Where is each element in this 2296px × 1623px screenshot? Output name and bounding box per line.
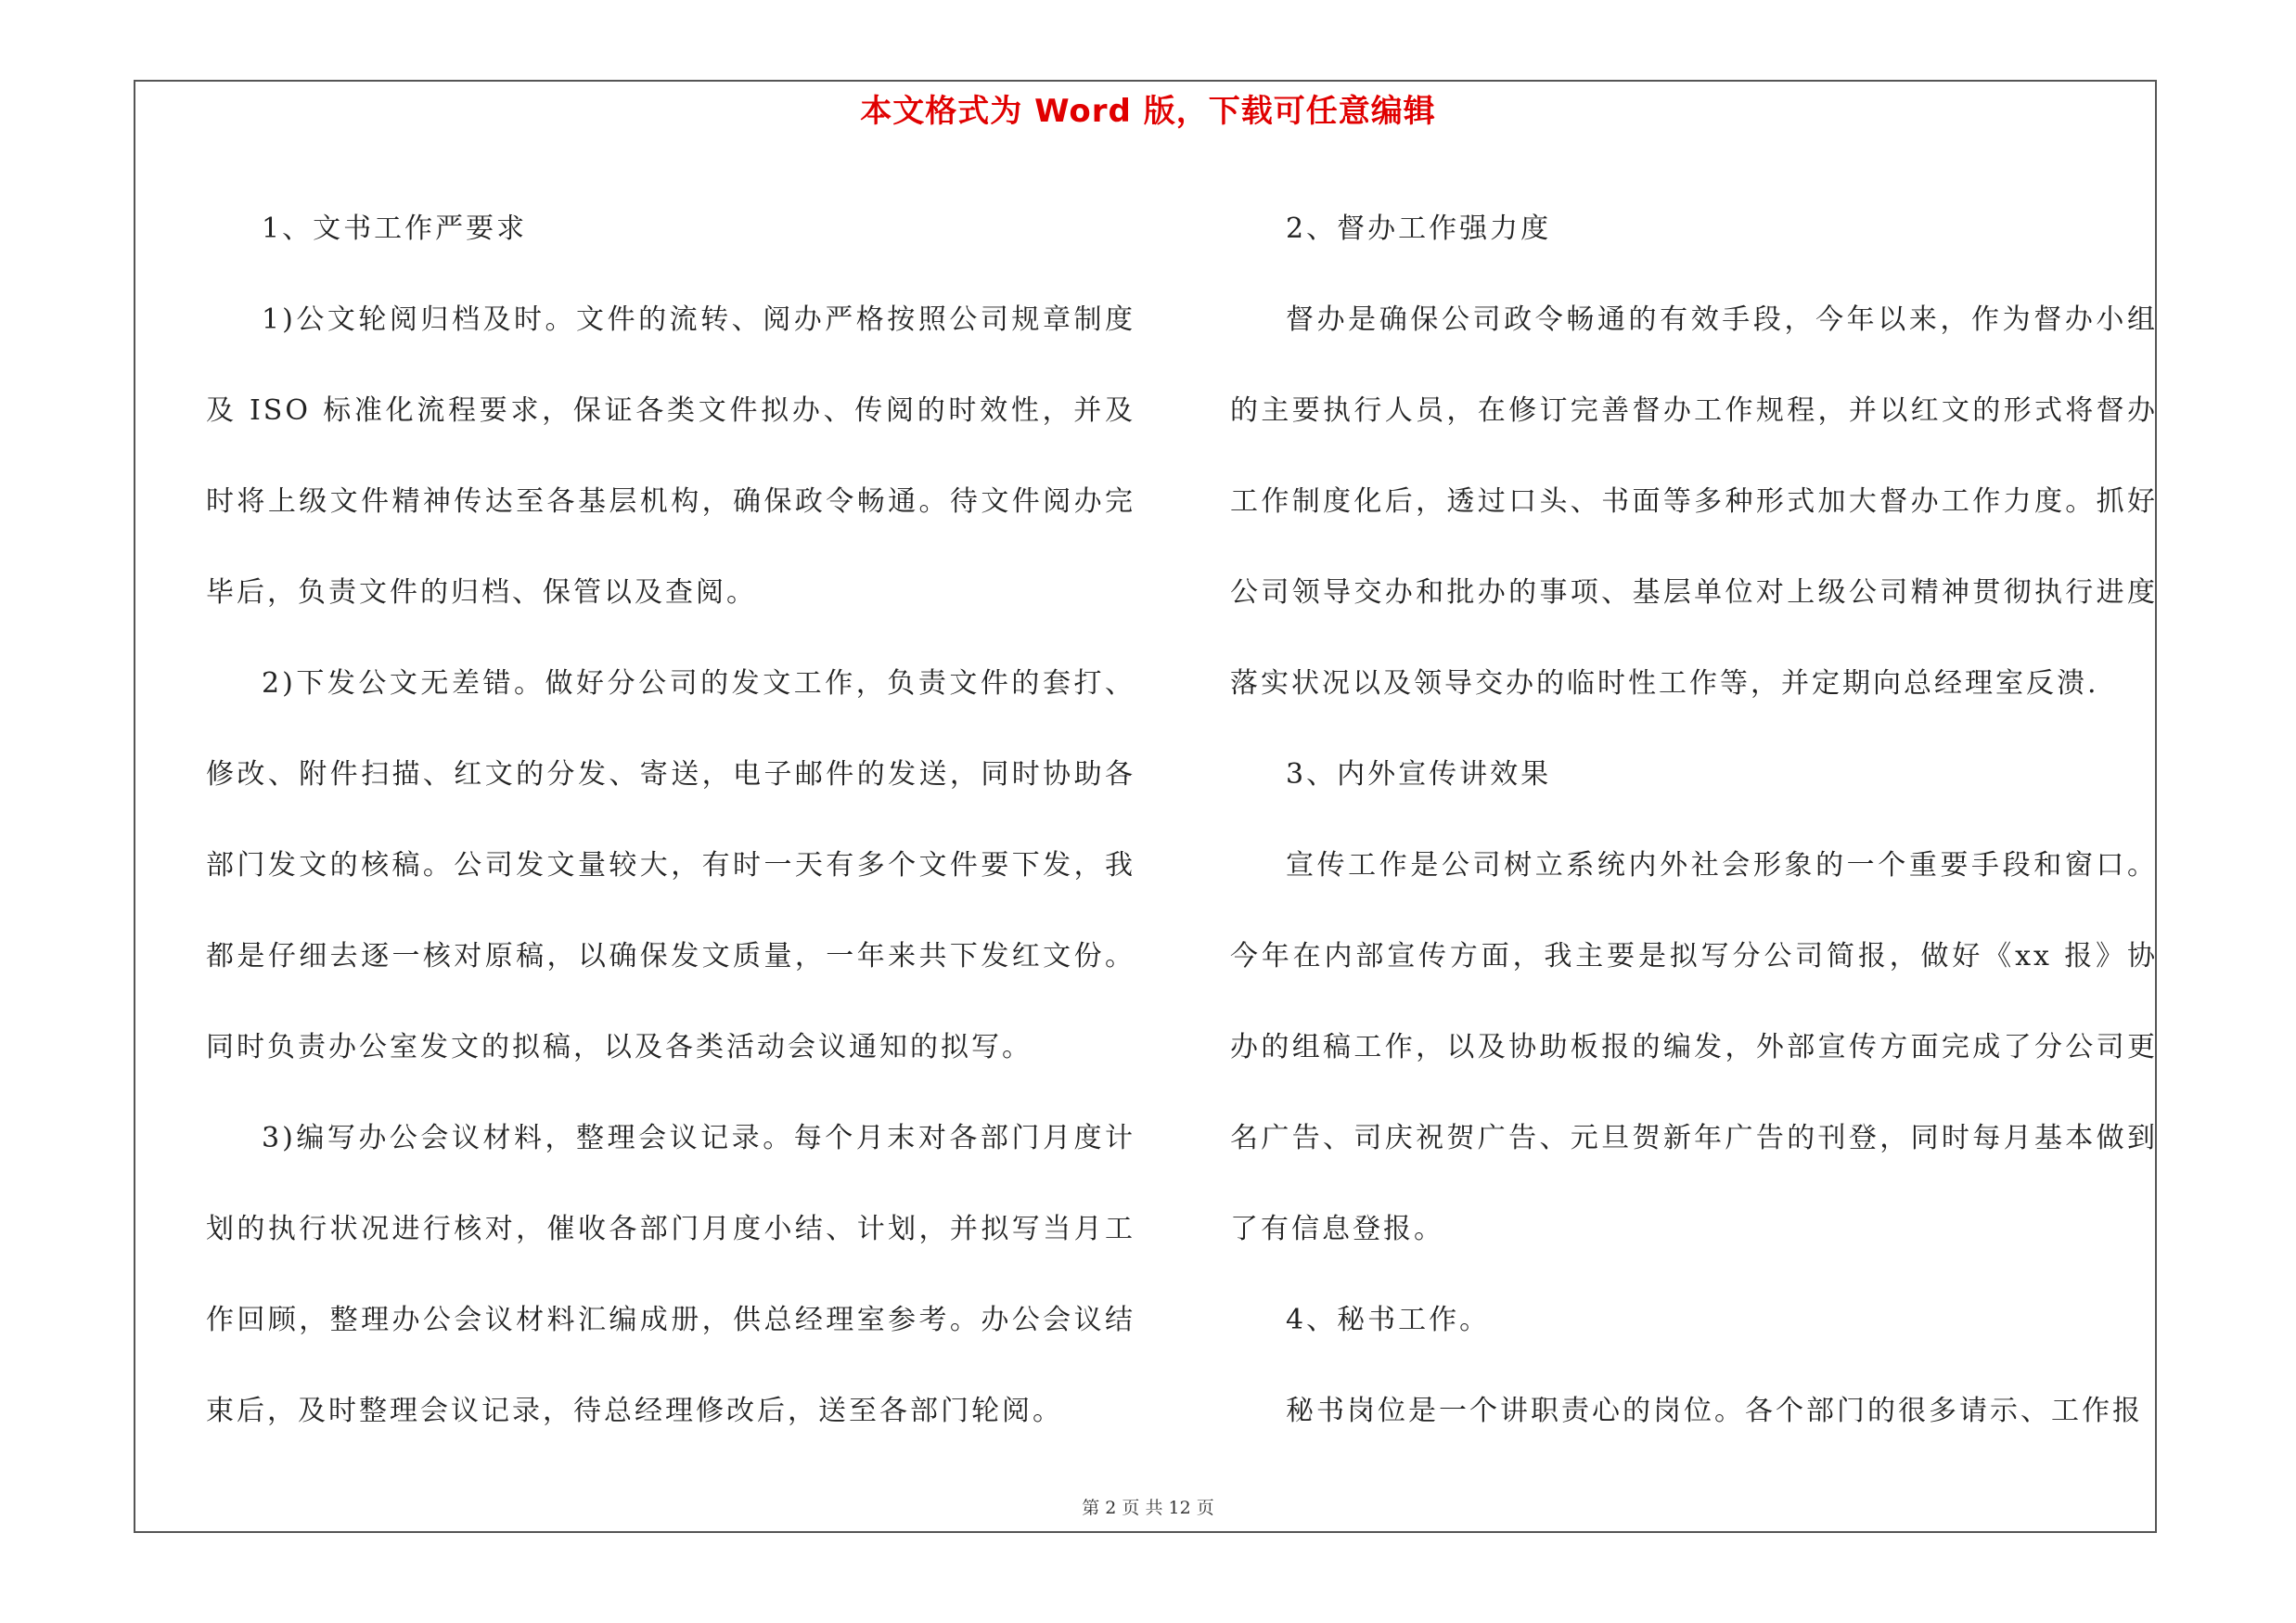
- paragraph-2: 2)下发公文无差错。做好分公司的发文工作，负责文件的套打、修改、附件扫描、红文的分发、寄送，电子邮件的发送，同时协助各部门发文的核稿。公司发文量较大，有时一天有多个文件要下发，我都是仔细去逐一核对原稿，以确保发文质量，一年来共下发红文份。同时负责办公室发文的拟稿，以及各类活动会议通知的拟写。: [206, 667, 1135, 1063]
- paragraph-3: 3)编写办公会议材料，整理会议记录。每个月末对各部门月度计划的执行状况进行核对，催收各部门月度小结、计划，并拟写当月工作回顾，整理办公会议材料汇编成册，供总经理室参考。办公会议结束后，及时整理会议记录，待总经理修改后，送至各部门轮阅。: [206, 1122, 1135, 1427]
- paragraph-1: 1)公文轮阅归档及时。文件的流转、阅办严格按照公司规章制度及 ISO 标准化流程要求，保证各类文件拟办、传阅的时效性，并及时将上级文件精神传达至各基层机构，确保政令畅通。待文件阅办完毕后，负责文件的归档、保管以及查阅。: [206, 303, 1135, 609]
- paragraph-4: 督办是确保公司政令畅通的有效手段，今年以来，作为督办小组的主要执行人员，在修订完善督办工作规程，并以红文的形式将督办工作制度化后，透过口头、书面等多种形式加大督办工作力度。抓好公司领导交办和批办的事项、基层单位对上级公司精神贯彻执行进度落实状况以及领导交办的临时性工作等，并定期向总经理室反溃.: [1230, 303, 2158, 700]
- left-column: [206, 184, 1135, 1457]
- right-column: [1230, 184, 2158, 1457]
- paragraph-6: 秘书岗位是一个讲职责心的岗位。各个部门的很多请示、工作报: [1286, 1395, 2143, 1427]
- section-heading-2: 2、督办工作强力度: [1286, 213, 1552, 245]
- section-heading-1: 1、文书工作严要求: [262, 213, 528, 245]
- section-heading-4: 4、秘书工作。: [1286, 1304, 1491, 1336]
- paragraph-5: 宣传工作是公司树立系统内外社会形象的一个重要手段和窗口。今年在内部宣传方面，我主要是拟写分公司简报，做好《xx 报》协办的组稿工作，以及协助板报的编发，外部宣传方面完成了分公司更名广告、司庆祝贺广告、元旦贺新年广告的刊登，同时每月基本做到了有信息登报。: [1230, 849, 2158, 1245]
- page-number-footer: 第 2 页 共 12 页: [1082, 1498, 1214, 1518]
- word-format-banner: 本文格式为 Word 版，下载可任意编辑: [860, 93, 1436, 130]
- section-heading-3: 3、内外宣传讲效果: [1286, 758, 1552, 791]
